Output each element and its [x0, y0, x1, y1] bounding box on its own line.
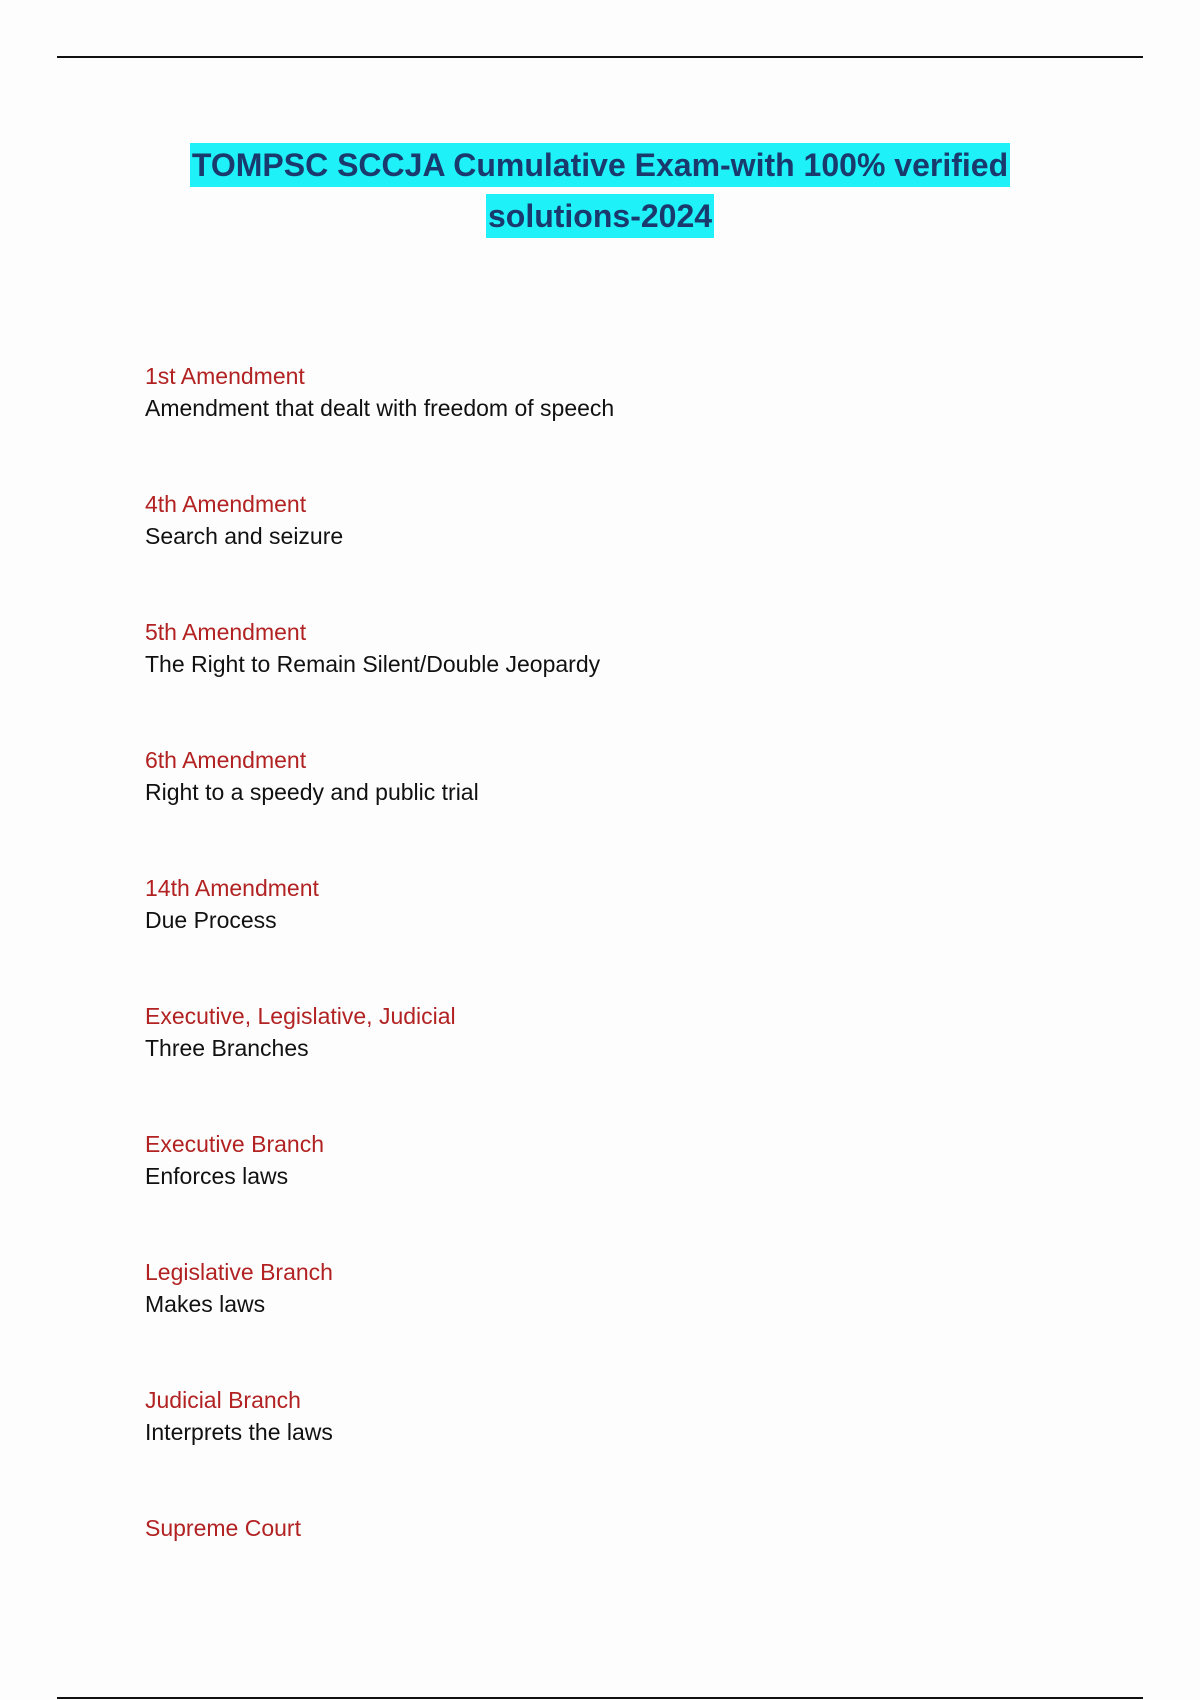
flashcard: [145, 1384, 1095, 1512]
title-line-1: TOMPSC SCCJA Cumulative Exam-with 100% verified: [190, 143, 1010, 187]
card-term: 1st Amendment: [145, 363, 305, 389]
card-term: Executive, Legislative, Judicial: [145, 1003, 456, 1029]
card-definition: Due Process: [145, 907, 277, 933]
flashcard: [145, 1512, 1095, 1640]
card-term: 5th Amendment: [145, 619, 307, 645]
card-term: 6th Amendment: [145, 747, 307, 773]
card-definition: The Right to Remain Silent/Double Jeopardy: [145, 651, 601, 677]
card-definition: Three Branches: [145, 1035, 309, 1061]
card-term: 14th Amendment: [145, 875, 319, 901]
title-line-2: solutions-2024: [486, 194, 714, 238]
card-definition: Interprets the laws: [145, 1419, 333, 1445]
document-title: [0, 143, 1200, 245]
card-definition: Right to a speedy and public trial: [145, 779, 479, 805]
flashcard: [145, 1256, 1095, 1384]
flashcard: [145, 1000, 1095, 1128]
card-definition: Amendment that dealt with freedom of speech: [145, 395, 615, 421]
card-definition: Enforces laws: [145, 1163, 289, 1189]
flashcard: [145, 360, 1095, 488]
flashcard: [145, 488, 1095, 616]
card-definition: Search and seizure: [145, 523, 344, 549]
top-divider: [57, 56, 1143, 58]
card-term: Executive Branch: [145, 1131, 324, 1157]
flashcard: [145, 616, 1095, 744]
flashcard-list: [145, 360, 1095, 1640]
bottom-divider: [57, 1697, 1143, 1699]
card-term: Legislative Branch: [145, 1259, 333, 1285]
flashcard: [145, 1128, 1095, 1256]
flashcard: [145, 744, 1095, 872]
flashcard: [145, 872, 1095, 1000]
card-term: 4th Amendment: [145, 491, 307, 517]
card-term: Supreme Court: [145, 1515, 301, 1541]
card-definition: Makes laws: [145, 1291, 266, 1317]
card-term: Judicial Branch: [145, 1387, 301, 1413]
